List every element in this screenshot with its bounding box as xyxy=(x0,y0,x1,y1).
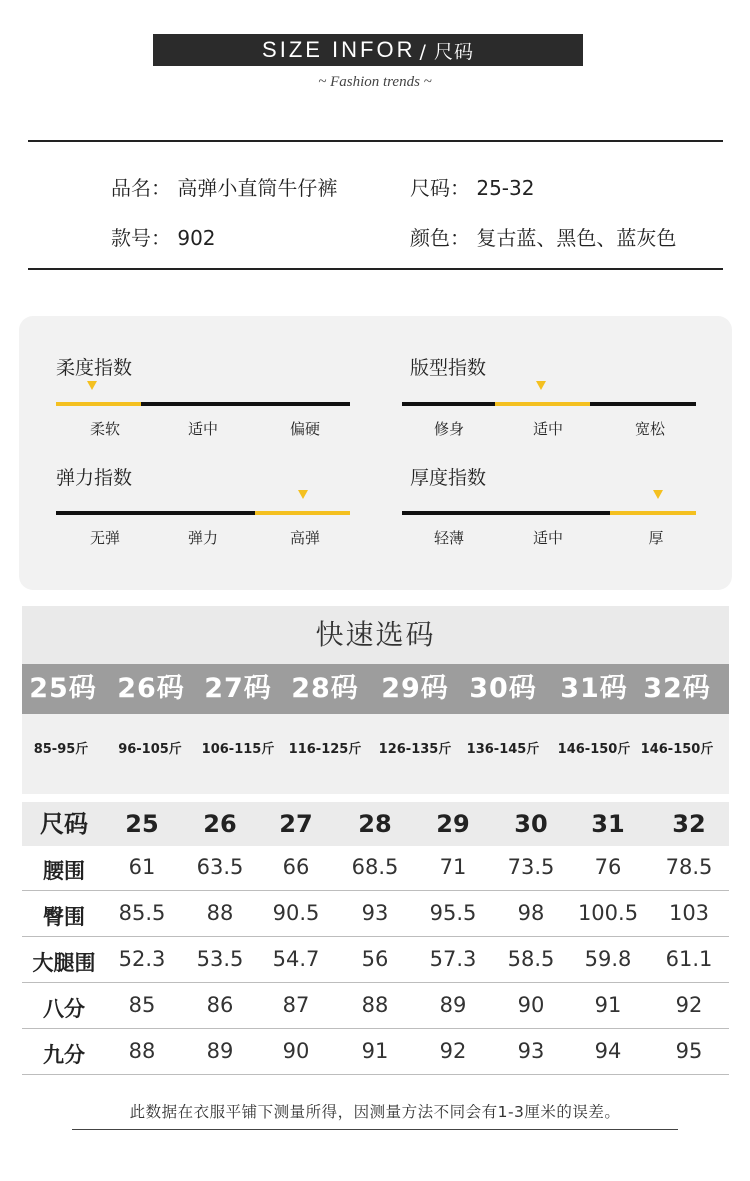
table-header-col: 29 xyxy=(436,810,470,838)
thickness-bar-selected xyxy=(610,511,696,515)
fit-bar-selected xyxy=(495,402,590,406)
header-title-suffix: / 尺码 xyxy=(419,40,474,63)
quick-size-27: 27码 xyxy=(204,673,272,704)
softness-label-2: 适中 xyxy=(187,420,218,438)
table-cell: 92 xyxy=(439,1039,467,1063)
table-cell: 100.5 xyxy=(577,901,639,925)
table-cell: 53.5 xyxy=(196,947,244,971)
table-cell: 103 xyxy=(668,901,710,925)
table-cell: 76 xyxy=(594,855,622,879)
product-name: 品名： 高弹小直筒牛仔裤 xyxy=(111,176,338,200)
elasticity-marker-icon xyxy=(298,490,308,499)
size-table-header xyxy=(22,802,729,846)
row-label-ninth-length: 九分 xyxy=(43,1043,85,1067)
quick-select-weights xyxy=(22,714,729,794)
table-cell: 90 xyxy=(517,993,545,1017)
table-cell: 93 xyxy=(517,1039,545,1063)
softness-label-1: 柔软 xyxy=(89,420,120,438)
header-banner xyxy=(153,34,583,66)
table-cell: 88 xyxy=(206,901,234,925)
weight-28: 116-125斤 xyxy=(288,742,362,757)
thickness-label-1: 轻薄 xyxy=(433,529,464,547)
table-cell: 89 xyxy=(439,993,467,1017)
table-row xyxy=(22,993,729,1019)
softness-label-3: 偏硬 xyxy=(289,420,320,438)
elasticity-label-1: 无弹 xyxy=(89,529,120,547)
fit-label-3: 宽松 xyxy=(634,420,665,438)
table-cell: 71 xyxy=(439,855,467,879)
fit-bar-left xyxy=(402,402,495,406)
table-header-col: 30 xyxy=(514,810,548,838)
quick-select-size-strip xyxy=(22,664,729,714)
quick-size-32: 32码 xyxy=(643,673,711,704)
note-underline xyxy=(72,1129,678,1130)
table-cell: 93 xyxy=(361,901,389,925)
quick-size-29: 29码 xyxy=(381,673,449,704)
row-label-hip: 臀围 xyxy=(43,905,85,929)
weight-29: 126-135斤 xyxy=(378,742,452,757)
elasticity-label-3: 高弹 xyxy=(289,529,320,547)
quick-size-30: 30码 xyxy=(469,673,537,704)
quick-size-25: 25码 xyxy=(29,673,97,704)
header-title: SIZE INFOR xyxy=(262,37,416,62)
table-header-col: 27 xyxy=(279,810,313,838)
row-label-thigh: 大腿围 xyxy=(32,951,96,975)
product-style-number: 款号： 902 xyxy=(111,226,216,250)
fit-index-title: 版型指数 xyxy=(410,357,487,379)
table-row-divider xyxy=(22,1074,729,1075)
table-cell: 78.5 xyxy=(665,855,713,879)
measurement-note: 此数据在衣服平铺下测量所得，因测量方法不同会有1-3厘米的误差。 xyxy=(129,1103,621,1121)
table-header-col: 28 xyxy=(358,810,392,838)
table-cell: 59.8 xyxy=(584,947,632,971)
table-cell: 88 xyxy=(128,1039,156,1063)
weight-25: 85-95斤 xyxy=(33,742,89,757)
table-cell: 91 xyxy=(361,1039,389,1063)
softness-bar-selected xyxy=(56,402,141,406)
softness-index-title: 柔度指数 xyxy=(56,357,133,379)
fit-marker-icon xyxy=(536,381,546,390)
table-cell: 63.5 xyxy=(196,855,244,879)
quick-select-title: 快速选码 xyxy=(315,618,436,651)
table-cell: 88 xyxy=(361,993,389,1017)
divider-bottom xyxy=(28,268,723,270)
table-header-col: 32 xyxy=(672,810,706,838)
table-cell: 87 xyxy=(282,993,310,1017)
thickness-index-title: 厚度指数 xyxy=(410,467,487,489)
elasticity-bar xyxy=(56,511,255,515)
quick-size-28: 28码 xyxy=(291,673,359,704)
table-header-col: 31 xyxy=(591,810,625,838)
header-subtitle: ~ Fashion trends ~ xyxy=(318,74,432,90)
table-row xyxy=(22,855,729,881)
table-cell: 85 xyxy=(128,993,156,1017)
row-label-waist: 腰围 xyxy=(43,859,85,883)
table-cell: 52.3 xyxy=(118,947,166,971)
table-cell: 66 xyxy=(282,855,310,879)
softness-bar xyxy=(141,402,350,406)
thickness-label-3: 厚 xyxy=(648,529,664,547)
table-cell: 89 xyxy=(206,1039,234,1063)
elasticity-index-title: 弹力指数 xyxy=(56,467,133,489)
softness-marker-icon xyxy=(87,381,97,390)
table-cell: 58.5 xyxy=(507,947,555,971)
table-row xyxy=(22,1039,729,1065)
elasticity-bar-selected xyxy=(255,511,350,515)
table-cell: 54.7 xyxy=(272,947,320,971)
table-cell: 73.5 xyxy=(507,855,555,879)
elasticity-label-2: 弹力 xyxy=(187,529,218,547)
table-cell: 90.5 xyxy=(272,901,320,925)
quick-size-31: 31码 xyxy=(560,673,628,704)
table-cell: 95 xyxy=(675,1039,703,1063)
table-row xyxy=(22,947,729,973)
divider-top xyxy=(28,140,723,142)
product-size-range: 尺码： 25-32 xyxy=(410,176,535,200)
weight-31: 146-150斤 xyxy=(557,742,631,757)
thickness-bar xyxy=(402,511,610,515)
table-row-divider xyxy=(22,982,729,983)
table-cell: 92 xyxy=(675,993,703,1017)
table-cell: 61 xyxy=(128,855,156,879)
table-row-divider xyxy=(22,936,729,937)
table-row-divider xyxy=(22,1028,729,1029)
weight-27: 106-115斤 xyxy=(201,742,275,757)
table-cell: 98 xyxy=(517,901,545,925)
weight-26: 96-105斤 xyxy=(118,742,182,757)
table-cell: 95.5 xyxy=(429,901,477,925)
table-cell: 86 xyxy=(206,993,234,1017)
table-cell: 68.5 xyxy=(351,855,399,879)
table-cell: 85.5 xyxy=(118,901,166,925)
table-cell: 56 xyxy=(361,947,389,971)
table-header-col: 26 xyxy=(203,810,237,838)
table-header-size: 尺码 xyxy=(40,810,88,838)
table-cell: 94 xyxy=(594,1039,622,1063)
fit-bar-right xyxy=(590,402,696,406)
product-colors: 颜色： 复古蓝、黑色、蓝灰色 xyxy=(410,226,677,250)
table-row-divider xyxy=(22,890,729,891)
table-header-col: 25 xyxy=(125,810,159,838)
weight-32: 146-150斤 xyxy=(640,742,714,757)
table-cell: 57.3 xyxy=(429,947,477,971)
weight-30: 136-145斤 xyxy=(466,742,540,757)
thickness-label-2: 适中 xyxy=(532,529,563,547)
quick-size-26: 26码 xyxy=(117,673,185,704)
row-label-cropped-length: 八分 xyxy=(43,997,85,1021)
table-cell: 91 xyxy=(594,993,622,1017)
table-cell: 90 xyxy=(282,1039,310,1063)
thickness-marker-icon xyxy=(653,490,663,499)
table-row xyxy=(22,901,729,927)
table-cell: 61.1 xyxy=(665,947,713,971)
fit-label-1: 修身 xyxy=(433,420,464,438)
fit-label-2: 适中 xyxy=(532,420,563,438)
